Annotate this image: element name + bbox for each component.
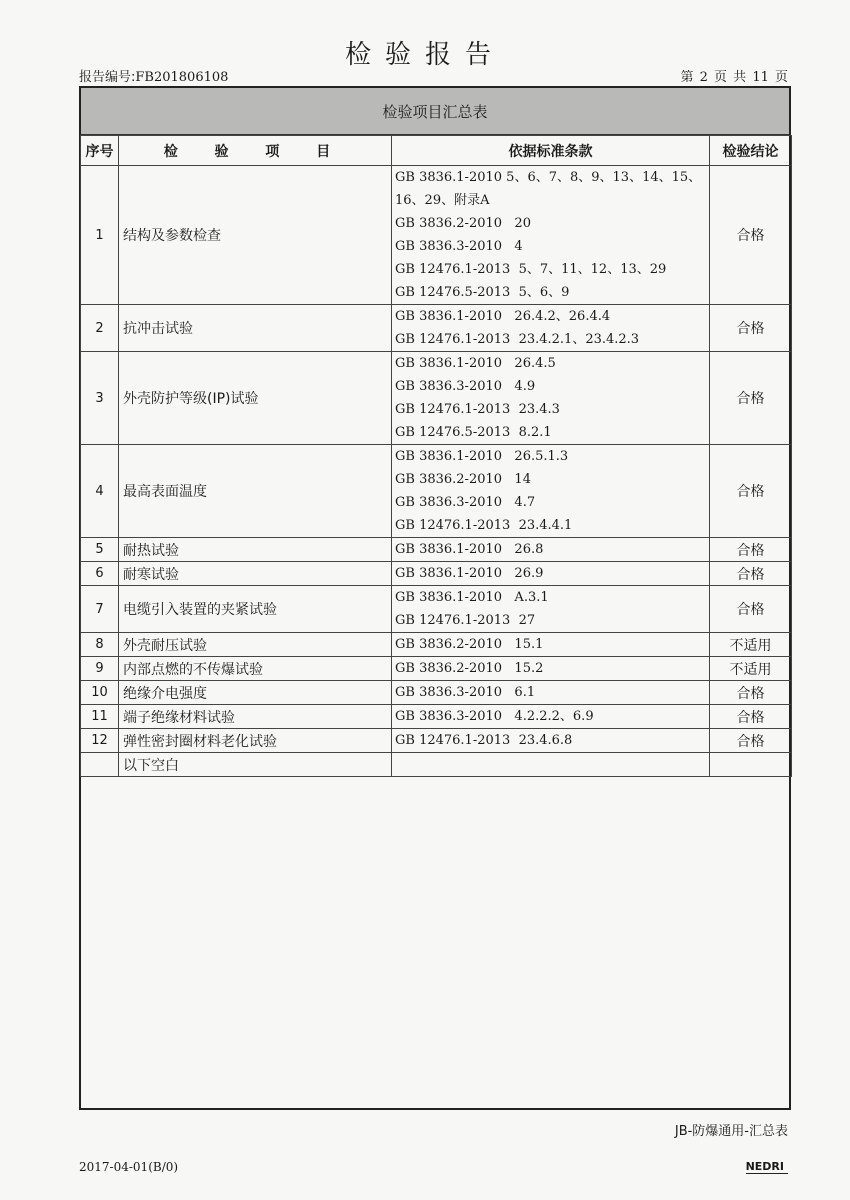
standard-clauses (392, 305, 710, 352)
test-item: 外壳防护等级(IP)试验 (119, 352, 392, 445)
table-row (81, 166, 792, 305)
test-item: 绝缘介电强度 (119, 681, 392, 705)
test-result: 合格 (710, 729, 792, 753)
test-result: 合格 (710, 445, 792, 538)
standard-clause: GB 3836.1-2010 5、6、7、8、9、13、14、15、16、29、附录A (395, 170, 702, 208)
standard-clause: GB 3836.3-2010 4.2.2.2、6.9 (395, 709, 594, 724)
standard-clause (395, 753, 709, 776)
standard-clauses (392, 633, 710, 657)
report-title: 检验报告 (344, 40, 505, 70)
table-body (81, 166, 792, 777)
standard-clauses (392, 166, 710, 305)
table-row (81, 352, 792, 445)
standard-clauses (392, 681, 710, 705)
col-header-standard: 依据标准条款 (392, 136, 710, 166)
test-result: 合格 (710, 166, 792, 305)
table-row (81, 705, 792, 729)
table-caption: 检验项目汇总表 (81, 88, 789, 135)
form-code: JB-防爆通用-汇总表 (674, 1124, 788, 1139)
table-header-row (81, 136, 792, 166)
table-row (81, 657, 792, 681)
test-result: 合格 (710, 705, 792, 729)
report-number (79, 66, 228, 85)
standard-clause: GB 3836.1-2010 26.9 (395, 566, 544, 581)
standard-clause: GB 3836.1-2010 A.3.1 (395, 590, 549, 605)
test-result (710, 753, 792, 777)
test-item: 内部点燃的不传爆试验 (119, 657, 392, 681)
test-result: 合格 (710, 538, 792, 562)
standard-clause: GB 3836.2-2010 14 (395, 472, 531, 487)
standard-clauses (392, 753, 710, 777)
standard-clause: GB 3836.3-2010 6.1 (395, 685, 536, 700)
standard-clause: GB 3836.1-2010 26.5.1.3 (395, 449, 569, 464)
standard-clause: GB 3836.2-2010 15.2 (395, 661, 544, 676)
page-info: 第 2 页 共 11 页 (680, 70, 788, 85)
test-item: 弹性密封圈材料老化试验 (119, 729, 392, 753)
table-row (81, 729, 792, 753)
row-number: 8 (81, 633, 119, 657)
standard-clauses (392, 705, 710, 729)
table-row (81, 586, 792, 633)
standard-clauses (392, 352, 710, 445)
col-header-no: 序号 (81, 136, 119, 166)
test-item: 以下空白 (119, 753, 392, 777)
test-result: 合格 (710, 586, 792, 633)
row-number: 1 (81, 166, 119, 305)
test-result: 合格 (710, 681, 792, 705)
row-number: 9 (81, 657, 119, 681)
table-row (81, 538, 792, 562)
test-item: 外壳耐压试验 (119, 633, 392, 657)
test-item: 结构及参数检查 (119, 166, 392, 305)
nedri-logo: NEDRI (746, 1160, 788, 1174)
standard-clauses (392, 729, 710, 753)
row-number: 5 (81, 538, 119, 562)
report-frame (79, 86, 791, 1110)
standard-clauses (392, 657, 710, 681)
test-result: 合格 (710, 352, 792, 445)
standard-clause: GB 12476.1-2013 5、7、11、12、13、29 (395, 262, 667, 277)
standard-clause: GB 3836.1-2010 26.4.2、26.4.4 (395, 309, 611, 324)
col-header-item (119, 136, 392, 166)
table-row (81, 681, 792, 705)
standard-clause: GB 3836.3-2010 4.7 (395, 495, 536, 510)
standard-clause: GB 3836.2-2010 20 (395, 216, 531, 231)
row-number: 2 (81, 305, 119, 352)
test-item: 耐热试验 (119, 538, 392, 562)
standard-clause: GB 12476.5-2013 5、6、9 (395, 285, 570, 300)
table-row (81, 753, 792, 777)
table-row (81, 445, 792, 538)
row-number: 3 (81, 352, 119, 445)
report-number-value: FB201806108 (135, 70, 229, 85)
row-number: 11 (81, 705, 119, 729)
version-date: 2017-04-01(B/0) (79, 1160, 179, 1174)
test-item: 耐寒试验 (119, 562, 392, 586)
standard-clauses (392, 562, 710, 586)
test-item: 端子绝缘材料试验 (119, 705, 392, 729)
standard-clause: GB 12476.1-2013 23.4.3 (395, 402, 560, 417)
test-item: 抗冲击试验 (119, 305, 392, 352)
standard-clause: GB 12476.1-2013 23.4.6.8 (395, 733, 573, 748)
test-item: 电缆引入装置的夹紧试验 (119, 586, 392, 633)
standard-clause: GB 12476.5-2013 8.2.1 (395, 425, 552, 440)
standard-clause: GB 12476.1-2013 23.4.2.1、23.4.2.3 (395, 332, 640, 347)
test-item: 最高表面温度 (119, 445, 392, 538)
table-row (81, 305, 792, 352)
row-number: 7 (81, 586, 119, 633)
standard-clauses (392, 445, 710, 538)
standard-clause: GB 3836.3-2010 4.9 (395, 379, 536, 394)
col-header-result: 检验结论 (710, 136, 792, 166)
standard-clause: GB 12476.1-2013 23.4.4.1 (395, 518, 573, 533)
test-result: 不适用 (710, 633, 792, 657)
standard-clauses (392, 586, 710, 633)
col-header-item-label: 检 验 项 目 (163, 143, 347, 160)
test-result: 不适用 (710, 657, 792, 681)
standard-clause: GB 3836.2-2010 15.1 (395, 637, 544, 652)
standard-clause: GB 3836.1-2010 26.4.5 (395, 356, 556, 371)
summary-table (80, 135, 792, 777)
report-number-label: 报告编号: (79, 70, 136, 85)
row-number: 6 (81, 562, 119, 586)
row-number: 12 (81, 729, 119, 753)
table-row (81, 633, 792, 657)
test-result: 合格 (710, 562, 792, 586)
standard-clauses (392, 538, 710, 562)
test-result: 合格 (710, 305, 792, 352)
row-number: 4 (81, 445, 119, 538)
standard-clause: GB 3836.1-2010 26.8 (395, 542, 544, 557)
row-number: 10 (81, 681, 119, 705)
row-number (81, 753, 119, 777)
standard-clause: GB 3836.3-2010 4 (395, 239, 523, 254)
standard-clause: GB 12476.1-2013 27 (395, 613, 536, 628)
table-row (81, 562, 792, 586)
